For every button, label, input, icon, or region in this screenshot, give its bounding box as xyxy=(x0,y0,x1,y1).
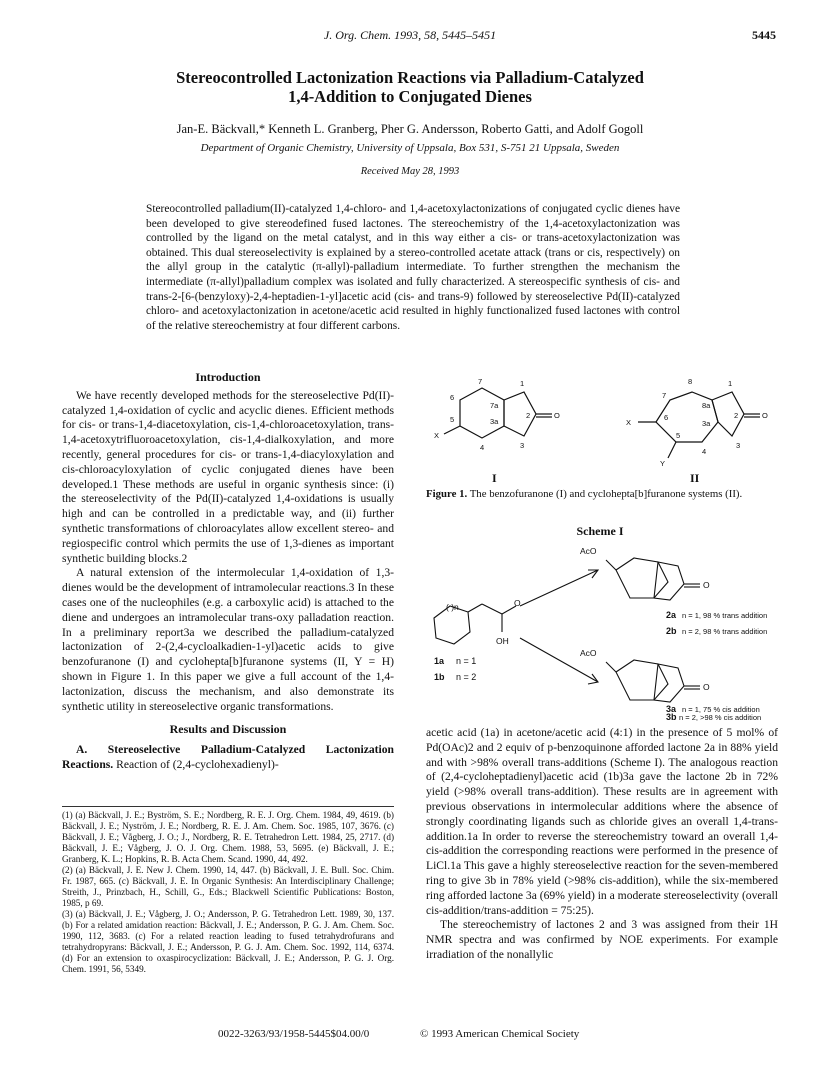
fig-II-atom-3a: 3a xyxy=(702,419,711,428)
abstract-text: Stereocontrolled palladium(II)-catalyzed 1,4-chloro- and 1,4-acetoxylactonizations of conjugated cyclic dienes have been developed to give stereodefined fused lactones. The stereochemistry of the 1,4-acetoxylactonization was controlled by the ligand on the metal catalyst, and in this way either a cis- or trans-acetoxylactonization was obtained. This dual stereoselectivity is explained by a stereo-controlled acetate attack (trans or cis, respectively) on the allyl group in the catalytic (π-allyl)-palladium intermediate. To further strengthen the mechanism the intermediate (π-allyl)palladium complex was isolated and fully characterized. A stereospecific synthesis of cis- and trans-2-[6-(benzyloxy)-2,4-heptadien-1-yl]acetic acid (cis- and trans-9) followed by stereoselective Pd(II)-catalyzed chloro- and acetoxylactonization in acetone/acetic acid resulted in highly functionalized fused lactones with control of the relative stereochemistry at four different carbons. xyxy=(146,203,680,332)
copyright: © 1993 American Chemical Society xyxy=(420,1028,580,1040)
affiliation: Department of Organic Chemistry, University of Uppsala, Box 531, S-751 21 Uppsala, Sweden xyxy=(200,142,620,154)
results-heading: Results and Discussion xyxy=(169,722,287,737)
right-paragraph-1: acetic acid (1a) in acetone/acetic acid (4:1) in the presence of 5 mol% of Pd(OAc)2 and 2 equiv of p-benzoquinone afforded lactone 2a in 88% yield and with >98% overall trans-additions (Scheme I). The analogous reaction of (2,4-cycloheptadienyl)acetic acid (1b)3a gave the lactone 2b in 72% yield (>98% overall trans-addition). These results are in agreement with previous observations in intermolecular additions where the absence of strongly coordinating ligands such as chloride gives an overall 1,4-trans-addition.1a In order to reverse the stereochemistry toward an overall 1,4-cis-addition the corresponding reactions were performed in the presence of LiCl.1a This gave a highly stereoselective reaction for the seven-membered ring to give 3b in 78% yield (>98% cis-addition), while the six-membered ring afforded lactone 3a (69% yield) in a moderate stereoselectivity (overall cis-addition/trans-addition = 75:25). xyxy=(426,726,778,917)
fig-II-atom-5: 5 xyxy=(676,431,681,440)
fig-II-atom-6: 6 xyxy=(664,413,669,422)
fig-I-atom-6: 6 xyxy=(450,393,455,402)
fig-I-atom-7a: 7a xyxy=(490,401,499,410)
right-paragraph-2: The stereochemistry of lactones 2 and 3 was assigned from their 1H NMR spectra and was confirmed by NOE experiments. For example irradiation of the nonallylic xyxy=(426,918,778,961)
fig-II-atom-X: X xyxy=(626,418,632,427)
intro-paragraph-2: A natural extension of the intermolecular 1,4-oxidation of 1,3-dienes would be the development of intramolecular reactions.3 In these cases one of the nucleophiles (e.g. a carboxylic acid) is attached to the diene and undergoes an intramolecular trans-oxy palladation reaction. In a preliminary report3a we described the palladium-catalyzed lactonization of 2-(2,4-cycloalkadien-1-yl)acetic acids to give benzofuranone (I) and cyclohepta[b]furanone systems (II, Y = H) shown in Figure 1. In this paper we give a full account of the 1,4-lactonization, discuss the mechanism, and also demonstrate its synthetic utility in stereoselective organic transformations. xyxy=(62,566,394,713)
fig-I-atom-4: 4 xyxy=(480,443,485,452)
fig-I-atom-1: 1 xyxy=(520,379,525,388)
fig-II-atom-4: 4 xyxy=(702,447,707,456)
title-line-2: 1,4-Addition to Conjugated Dienes xyxy=(288,87,532,106)
sm-hydroxyl: OH xyxy=(496,636,509,646)
author-list: Jan-E. Bäckvall,* Kenneth L. Granberg, Pher G. Andersson, Roberto Gatti, and Adolf Gogoll xyxy=(176,122,644,136)
fig-I-atom-2: 2 xyxy=(526,411,531,420)
prod2-o: O xyxy=(703,580,710,590)
prod-3b-label: 3b xyxy=(666,712,677,722)
fig-II-atom-1: 1 xyxy=(728,379,733,388)
prod-2a-text: n = 1, 98 % trans addition xyxy=(682,611,768,620)
structure-II-label: II xyxy=(690,471,700,485)
sm-carbonyl-o: O xyxy=(514,598,521,608)
scheme-1-title: Scheme I xyxy=(576,524,624,538)
prod-3b-text: n = 2, >98 % cis addition xyxy=(679,713,762,722)
figure-1-caption xyxy=(426,488,782,501)
sm-1a-label: 1a xyxy=(434,656,445,666)
prod-3a-label: 3a xyxy=(666,704,677,714)
prod-2b-text: n = 2, 98 % trans addition xyxy=(682,627,768,636)
results-subheading: A. Stereoselective Palladium-Catalyzed Lactonization Reactions. xyxy=(62,743,394,771)
intro-heading: Introduction xyxy=(195,370,261,384)
page-number: 5445 xyxy=(752,28,776,42)
fig-II-atom-7: 7 xyxy=(662,391,667,400)
sm-n-label: ( )n xyxy=(446,602,459,612)
footnote-1: (1) (a) Bäckvall, J. E.; Byström, S. E.; Nordberg, R. E. J. Org. Chem. 1984, 49, 4619. (b) Bäckvall, J. E.; Nyström, J. E.; Nordberg, R. E. J. Am. Chem. Soc. 1985, 107, 3676. (c) Bäckvall, J. E.; Vågberg, J. O.; J., Nordberg, R. E. Tetrahedron Lett. 1984, 25, 2717. (d) Bäckvall, J. E.; Vågberg, J. O. J. Org. Chem. 1988, 53, 5695. (e) Bäckvall, J. E.; Granberg, K. L.; Hopkins, R. B. Acta Chem. Scand. 1990, 44, 492. xyxy=(62,810,394,864)
footnote-3: (3) (a) Bäckvall, J. E.; Vågberg, J. O.; Andersson, P. G. Tetrahedron Lett. 1989, 30, 137. (b) For a related amidation reaction: Bäckvall, J. E.; Andersson, P. G. J. Am. Chem. Soc. 1990, 112, 3683. (c) For a related reaction leading to fused tetrahydrofurans and tetrahydropyrans: Bäckvall, J. E.; Andersson, P. G. J. Am. Chem. Soc. 1992, 114, 6374. (d) For an extension to oxaspirocyclization: Bäckvall, J. E.; Andersson, P. G. J. Org. Chem. 1991, 56, 5349. xyxy=(62,909,394,974)
fig-I-atom-O: O xyxy=(554,411,560,420)
received-date: Received May 28, 1993 xyxy=(360,166,460,177)
right-column xyxy=(426,726,778,963)
results-paragraph-1 xyxy=(62,743,394,773)
fig-II-atom-2: 2 xyxy=(734,411,739,420)
fig-I-atom-3a: 3a xyxy=(490,417,499,426)
footnote-2: (2) (a) Bäckvall, J. E. New J. Chem. 1990, 14, 447. (b) Bäckvall, J. E. Bull. Soc. Chim. Fr. 1987, 665. (c) Bäckvall, J. E. In Organic Synthesis: An Interdisciplinary Challenge; Streith, J., Prinzbach, H., Schill, G., Eds.; Blackwell Scientific Publications: Boston, 1985, p 69. xyxy=(62,865,394,908)
fig-II-atom-Y: Y xyxy=(660,459,666,468)
title-line-1: Stereocontrolled Lactonization Reactions via Palladium-Catalyzed xyxy=(176,68,644,87)
fig-II-atom-3: 3 xyxy=(736,441,741,450)
intro-paragraph-1: We have recently developed methods for the stereoselective Pd(II)-catalyzed 1,4-oxidation of cyclic and acyclic dienes. Efficient methods for cis- or trans-1,4-diacetoxylation, cis-1,4-chloroacetoxylation, trans-1,4-acetoxytrifluoroacetoxylation, cis-1,4-dialkoxylation, and more recently, general procedures for cis- or trans-1,4-diacyloxylation and cis-chloroacyloxylation of cyclic conjugated dienes have been developed.1 These methods are useful in organic synthesis since: (i) the stereoselectivity of the Pd(II)-catalyzed 1,4-oxidations is usually high and can be controlled in a predictable way, and (ii) further synthetic transformations of chloroacylates allow excellent stereo- and regiospecific control which permits the use of 1,3-dienes as important synthetic building blocks.2 xyxy=(62,388,394,565)
aco-bottom: AcO xyxy=(580,648,597,658)
figure-1-label: Figure 1. xyxy=(426,488,468,500)
aco-top: AcO xyxy=(580,546,597,556)
fig-I-atom-X: X xyxy=(434,431,440,440)
prod-3b-line xyxy=(666,712,806,722)
fig-I-atom-3: 3 xyxy=(520,441,525,450)
fig-I-atom-5: 5 xyxy=(450,415,455,424)
sm-1b-label: 1b xyxy=(434,672,445,682)
fig-I-atom-7: 7 xyxy=(478,377,483,386)
fig-II-atom-8a: 8a xyxy=(702,401,711,410)
prod-2b-label: 2b xyxy=(666,626,677,636)
fig-II-atom-8: 8 xyxy=(688,377,693,386)
footnotes xyxy=(62,806,394,975)
article-title xyxy=(90,68,730,106)
figure-1-caption-text: The benzofuranone (I) and cyclohepta[b]furanone systems (II). xyxy=(469,488,743,500)
prod-2a-label: 2a xyxy=(666,610,677,620)
issn-code: 0022-3263/93/1958-5445$04.00/0 xyxy=(218,1028,370,1040)
fig-II-atom-O: O xyxy=(762,411,768,420)
sm-1b-cond: n = 2 xyxy=(456,672,477,682)
left-column xyxy=(62,370,394,773)
scheme-1-graphic xyxy=(420,540,790,720)
journal-citation: J. Org. Chem. 1993, 58, 5445–5451 xyxy=(323,28,497,42)
prod-3a-text: n = 1, 75 % cis addition xyxy=(682,705,760,714)
prod3-o: O xyxy=(703,682,710,692)
structure-I-label: I xyxy=(492,471,497,485)
sm-1a-cond: n = 1 xyxy=(456,656,477,666)
results-p1-text: Reaction of (2,4-cyclohexadienyl)- xyxy=(116,757,279,771)
abstract xyxy=(146,202,680,333)
